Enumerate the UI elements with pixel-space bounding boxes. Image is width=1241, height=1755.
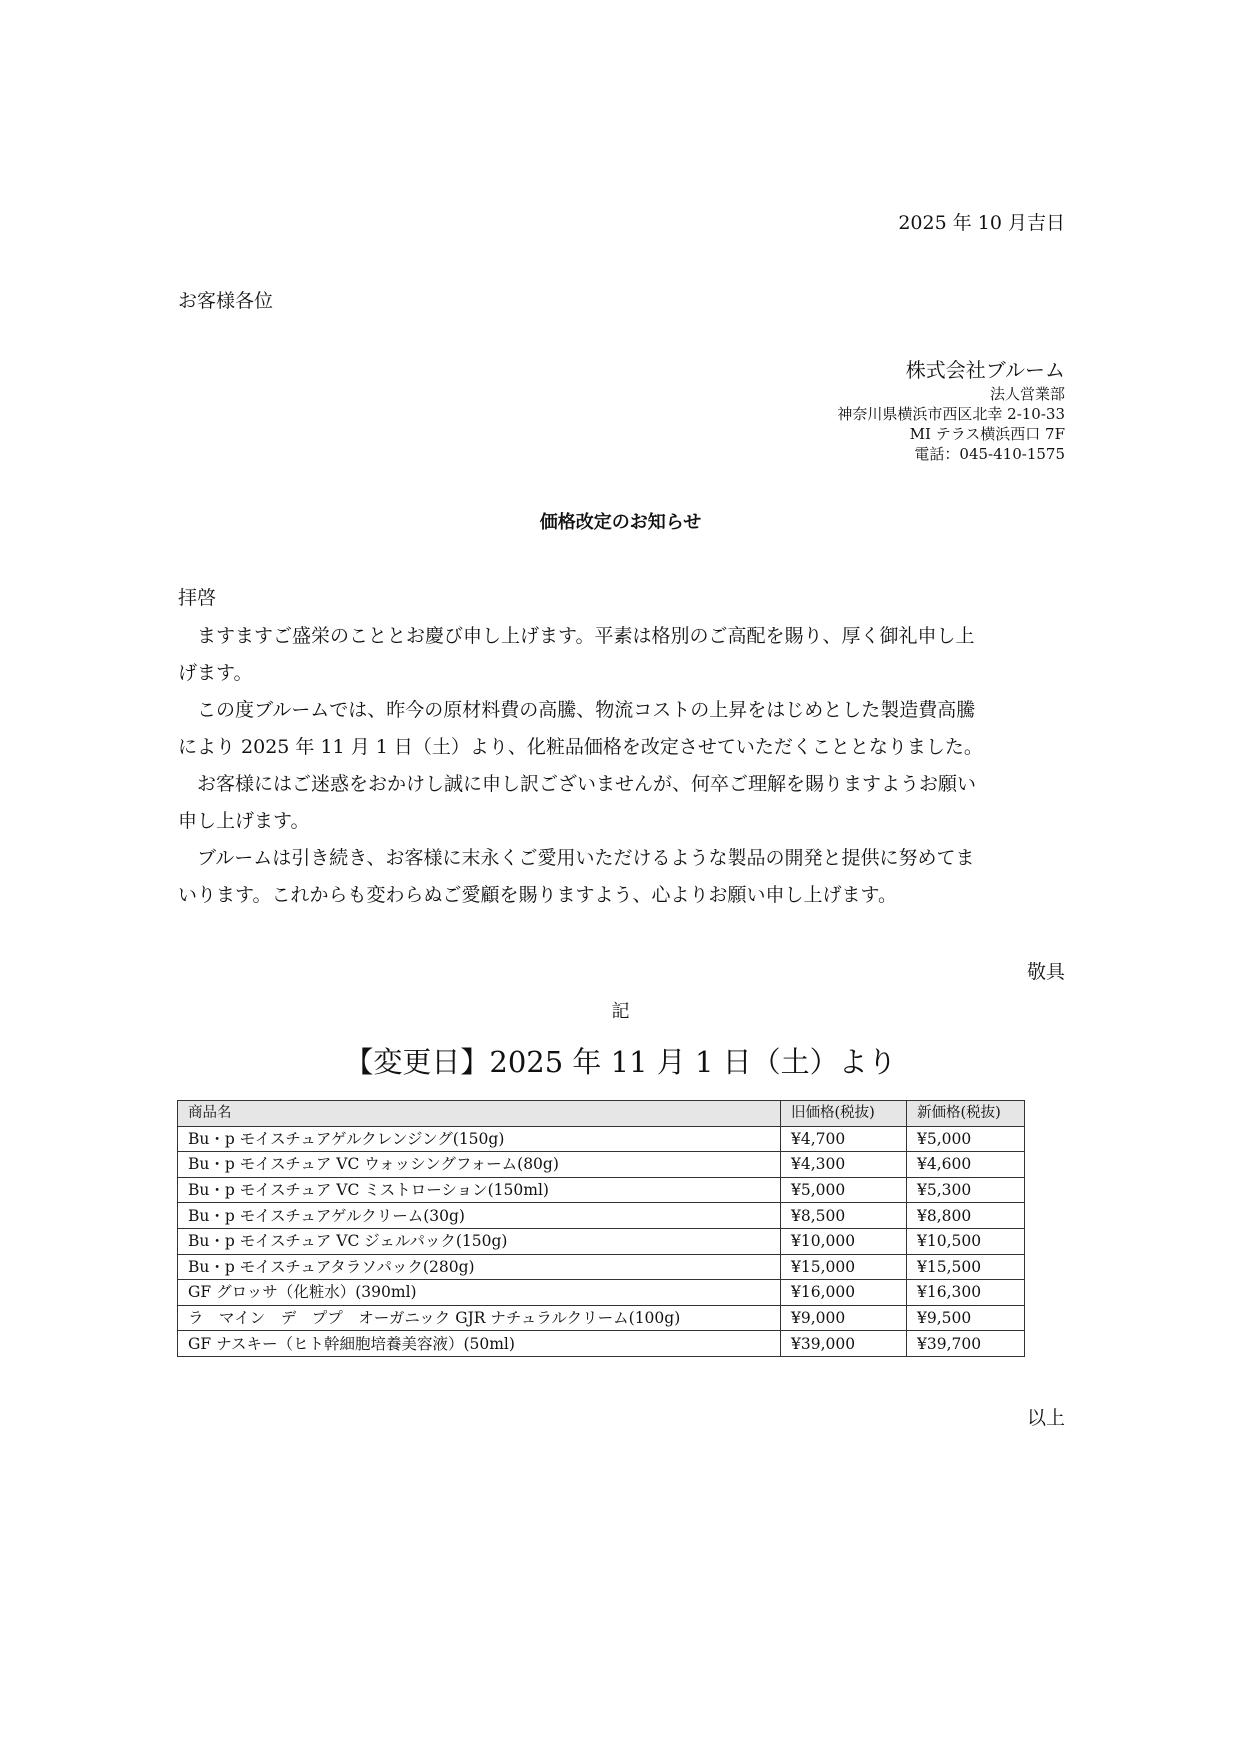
body-line: ますますご盛栄のこととお慶び申し上げます。平素は格別のご高配を賜り、厚く御礼申し上 — [197, 625, 975, 647]
product-name-cell: GF ナスキー（ヒト幹細胞培養美容液）(50ml) — [178, 1331, 781, 1357]
old-price-cell: ¥10,000 — [781, 1228, 907, 1254]
old-price-cell: ¥5,000 — [781, 1177, 907, 1203]
header-new-price: 新価格(税抜) — [907, 1101, 1025, 1127]
letter-body — [178, 618, 1068, 914]
document-date: 2025 年 10 月吉日 — [898, 212, 1065, 234]
body-line: ブルームは引き続き、お客様に末永くご愛用いただけるような製品の開発と提供に努めてま — [197, 847, 975, 869]
new-price-cell: ¥15,500 — [907, 1254, 1025, 1280]
change-date-heading: 【変更日】2025 年 11 月 1 日（土）より — [344, 1045, 897, 1079]
body-line: いります。これからも変わらぬご愛顧を賜りますよう、心よりお願い申し上げます。 — [178, 884, 897, 906]
body-paragraph-2 — [178, 692, 1068, 766]
body-line: げます。 — [178, 662, 253, 684]
table-row — [178, 1203, 1025, 1229]
new-price-cell: ¥10,500 — [907, 1228, 1025, 1254]
product-name-cell: ラ マイン デ ププ オーガニック GJR ナチュラルクリーム(100g) — [178, 1305, 781, 1331]
sender-phone: 電話：045-410-1575 — [914, 445, 1065, 463]
body-line: により 2025 年 11 月 1 日（土）より、化粧品価格を改定させていただくこととなりました。 — [178, 736, 983, 758]
old-price-cell: ¥16,000 — [781, 1280, 907, 1306]
ki-marker: 記 — [611, 1001, 630, 1022]
body-line: この度ブルームでは、昨今の原材料費の高騰、物流コストの上昇をはじめとした製造費高騰 — [197, 699, 976, 721]
body-paragraph-1 — [178, 618, 1068, 692]
product-name-cell: Bu・p モイスチュア VC ミストローション(150ml) — [178, 1177, 781, 1203]
sender-company: 株式会社ブルーム — [905, 358, 1065, 382]
product-name-cell: Bu・p モイスチュアゲルクレンジング(150g) — [178, 1126, 781, 1152]
new-price-cell: ¥9,500 — [907, 1305, 1025, 1331]
new-price-cell: ¥8,800 — [907, 1203, 1025, 1229]
sender-department: 法人営業部 — [989, 385, 1065, 403]
table-row — [178, 1126, 1025, 1152]
table-header-row — [178, 1101, 1025, 1127]
body-paragraph-4 — [178, 840, 1068, 914]
old-price-cell: ¥9,000 — [781, 1305, 907, 1331]
old-price-cell: ¥15,000 — [781, 1254, 907, 1280]
body-line: お客様にはご迷惑をおかけし誠に申し訳ございませんが、何卒ご理解を賜りますようお願い — [197, 773, 977, 795]
document-title: 価格改定のお知らせ — [539, 512, 702, 533]
old-price-cell: ¥4,300 — [781, 1152, 907, 1178]
table-row — [178, 1280, 1025, 1306]
recipient: お客様各位 — [178, 290, 274, 312]
new-price-cell: ¥4,600 — [907, 1152, 1025, 1178]
sender-address-line1: 神奈川県横浜市西区北幸 2-10-33 — [837, 405, 1065, 423]
sender-address-line2: MI テラス横浜西口 7F — [909, 425, 1065, 443]
table-row — [178, 1177, 1025, 1203]
price-table — [177, 1100, 1025, 1357]
old-price-cell: ¥8,500 — [781, 1203, 907, 1229]
new-price-cell: ¥5,000 — [907, 1126, 1025, 1152]
product-name-cell: Bu・p モイスチュアタラソパック(280g) — [178, 1254, 781, 1280]
table-row — [178, 1254, 1025, 1280]
table-row — [178, 1305, 1025, 1331]
header-old-price: 旧価格(税抜) — [781, 1101, 907, 1127]
body-line: 申し上げます。 — [178, 810, 310, 832]
table-row — [178, 1331, 1025, 1357]
old-price-cell: ¥39,000 — [781, 1331, 907, 1357]
old-price-cell: ¥4,700 — [781, 1126, 907, 1152]
closing-remark: 敬具 — [1026, 961, 1065, 983]
product-name-cell: GF グロッサ（化粧水）(390ml) — [178, 1280, 781, 1306]
body-paragraph-3 — [178, 766, 1068, 840]
product-name-cell: Bu・p モイスチュアゲルクリーム(30g) — [178, 1203, 781, 1229]
header-product-name: 商品名 — [178, 1101, 781, 1127]
end-marker: 以上 — [1026, 1407, 1065, 1429]
salutation: 拝啓 — [178, 587, 217, 609]
new-price-cell: ¥39,700 — [907, 1331, 1025, 1357]
table-row — [178, 1152, 1025, 1178]
product-name-cell: Bu・p モイスチュア VC ウォッシングフォーム(80g) — [178, 1152, 781, 1178]
new-price-cell: ¥5,300 — [907, 1177, 1025, 1203]
product-name-cell: Bu・p モイスチュア VC ジェルパック(150g) — [178, 1228, 781, 1254]
table-row — [178, 1228, 1025, 1254]
new-price-cell: ¥16,300 — [907, 1280, 1025, 1306]
